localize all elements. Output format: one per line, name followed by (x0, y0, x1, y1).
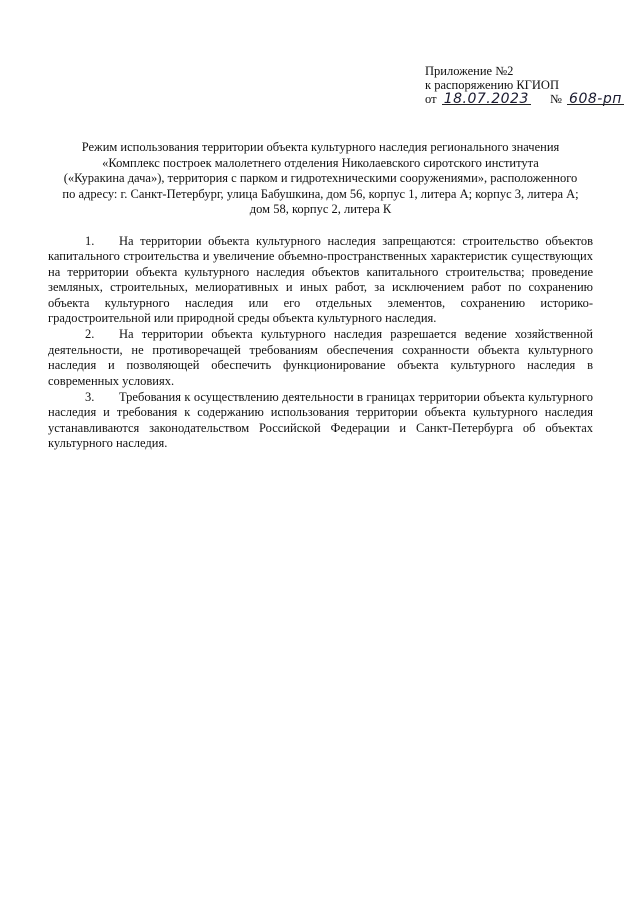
appendix-reference: к распоряжению КГИОП (425, 78, 559, 92)
handwritten-date: 18.07.2023 (443, 91, 529, 107)
paragraph-number: 1. (85, 234, 95, 248)
handwritten-number: 608-рп (569, 91, 622, 107)
title-line: дом 58, корпус 2, литера К (249, 202, 392, 216)
paragraph-number: 2. (85, 327, 95, 342)
number-prefix: № (549, 92, 562, 106)
appendix-title: Приложение №2 (425, 64, 514, 78)
title-line: по адресу: г. Санкт-Петербург, улица Бабушкина, дом 56, корпус 1, литера А; корпус 3, литера А; (62, 186, 579, 201)
appendix-header (425, 64, 625, 106)
paragraph-2 (48, 327, 593, 389)
paragraph-text: Требования к осуществлению деятельности в границах территории объекта культурного наследия и требования к содержанию использования территории объекта культурного наследия устанавливаются законодательством Российской Федерации и Санкт-Петербурга об объектах культурного наследия. (48, 390, 593, 451)
date-prefix: от (425, 92, 437, 106)
paragraph-number: 3. (85, 390, 95, 405)
document-body (48, 234, 593, 453)
paragraph-text: На территории объекта культурного наследия разрешается ведение хозяйственной деятельности, не противоречащей требованиям обеспечения сохранности объекта культурного наследия и позволяющей обеспечить функционирование объекта культурного наследия в современных условиях. (48, 327, 593, 388)
paragraph-text: На территории объекта культурного наследия запрещаются: строительство объектов капитального строительства и увеличение объемно-пространственных характеристик существующих на территории объекта культурного наследия объектов капитального строительства; проведение земляных, строительных, мелиоративных и иных работ, за исключением работ по сохранению объекта культурного наследия или его отдельных элементов, сохранению историко-градостроительной или природной среды объекта культурного наследия. (48, 234, 593, 326)
paragraph-3 (48, 390, 593, 452)
title-line: («Куракина дача»), территория с парком и гидротехническими сооружениями», расположенного (63, 171, 578, 185)
document-title (48, 140, 593, 218)
title-line: Режим использования территории объекта культурного наследия регионального значения (81, 140, 560, 154)
appendix-date-line (425, 92, 625, 106)
title-line: «Комплекс построек малолетнего отделения Николаевского сиротского института (102, 155, 539, 170)
paragraph-1 (48, 234, 593, 326)
